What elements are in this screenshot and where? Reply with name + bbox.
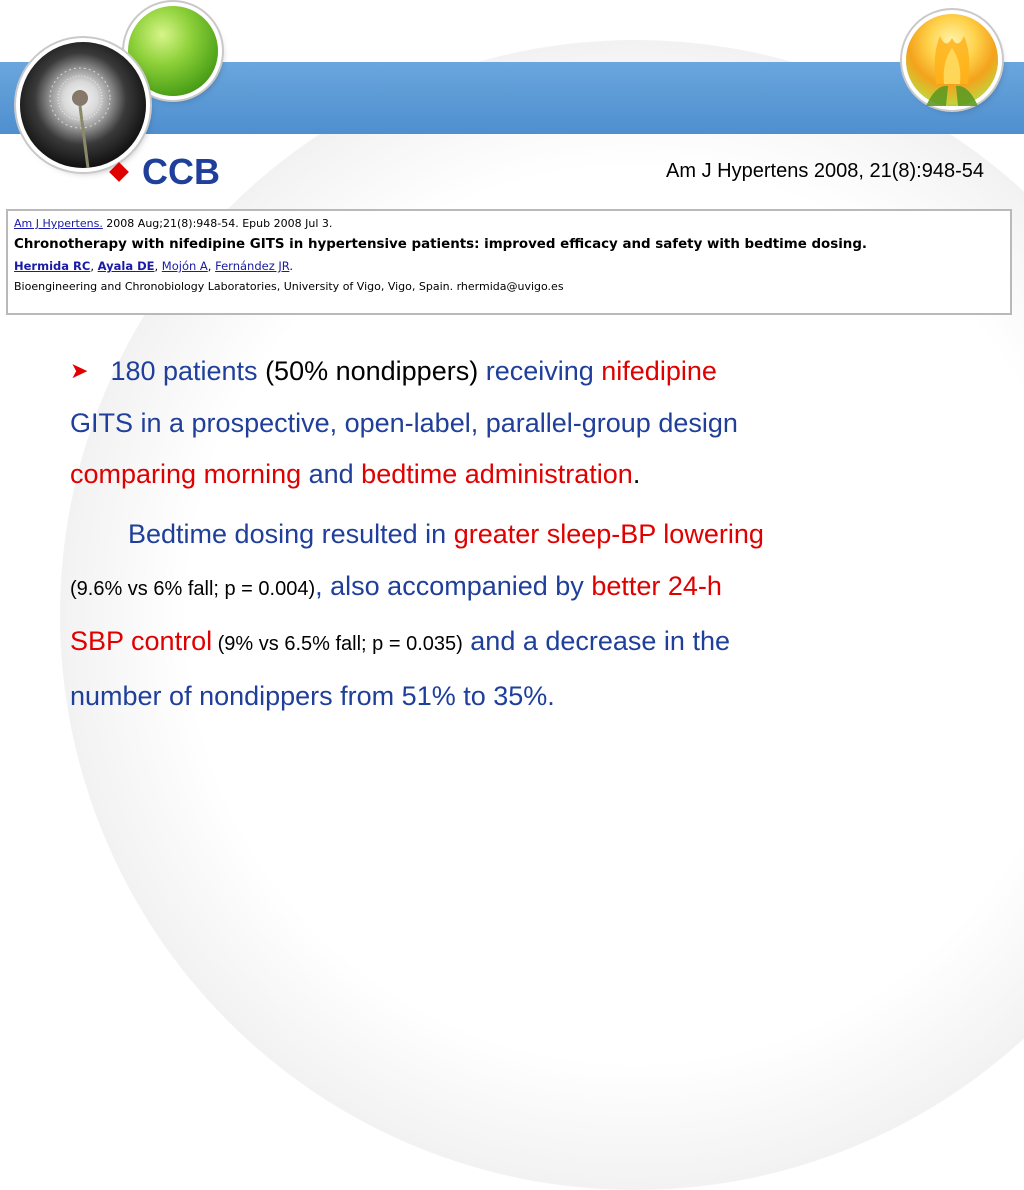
text-span: receiving [485, 356, 602, 386]
text-span: . [632, 459, 641, 489]
text-span: GITS in a prospective, open-label, parallel-group design [70, 408, 738, 438]
text-span: number of nondippers from 51% to 35%. [70, 681, 555, 711]
diamond-bullet-icon [109, 162, 129, 182]
paragraph-2 [70, 508, 970, 722]
title-row [112, 150, 220, 194]
text-span: (9% vs 6.5% fall; p = 0.035) [212, 633, 463, 655]
arrow-bullet-icon: ➤ [70, 358, 89, 383]
author-link[interactable]: Mojón A [161, 259, 208, 273]
author-list: Hermida RC, Ayala DE, Mojón A, Fernández JR. [14, 259, 294, 273]
paragraph-1 [70, 346, 970, 500]
author-link[interactable]: Fernández JR [215, 259, 290, 273]
text-span: bedtime administration [361, 459, 633, 489]
article-title: Chronotherapy with nifedipine GITS in hypertensive patients: improved efficacy and safety with bedtime dosing. [14, 237, 868, 252]
text-span: SBP control [70, 626, 213, 656]
slide-body [70, 346, 970, 722]
text-span: and [301, 459, 362, 489]
tulip-icon [906, 14, 998, 106]
text-span: , also accompanied by [315, 571, 592, 601]
reference-date-pages: 2008 Aug;21(8):948-54. Epub 2008 Jul 3. [102, 217, 333, 230]
reference-box [6, 209, 1012, 315]
text-span: nifedipine [601, 356, 717, 386]
author-link[interactable]: Hermida RC [14, 259, 91, 273]
text-span: (50% nondippers) [257, 356, 486, 386]
text-span: and a decrease in the [462, 626, 730, 656]
author-link[interactable]: Ayala DE [97, 259, 155, 273]
journal-link[interactable]: Am J Hypertens. [14, 217, 103, 230]
journal-citation: Am J Hypertens 2008, 21(8):948-54 [666, 160, 984, 182]
text-span: (9.6% vs 6% fall; p = 0.004) [70, 578, 316, 600]
slide-title: CCB [142, 151, 220, 192]
affiliation: Bioengineering and Chronobiology Laboratories, University of Vigo, Vigo, Spain. rhermida@uvigo.es [14, 280, 564, 293]
reference-source [14, 216, 1004, 232]
tulip-orb-image [906, 14, 998, 106]
text-span: 180 patients [110, 356, 258, 386]
text-span: Bedtime dosing resulted in [128, 519, 454, 549]
text-span: comparing morning [70, 459, 302, 489]
text-span: better 24-h [591, 571, 722, 601]
text-span: greater sleep-BP lowering [453, 519, 764, 549]
